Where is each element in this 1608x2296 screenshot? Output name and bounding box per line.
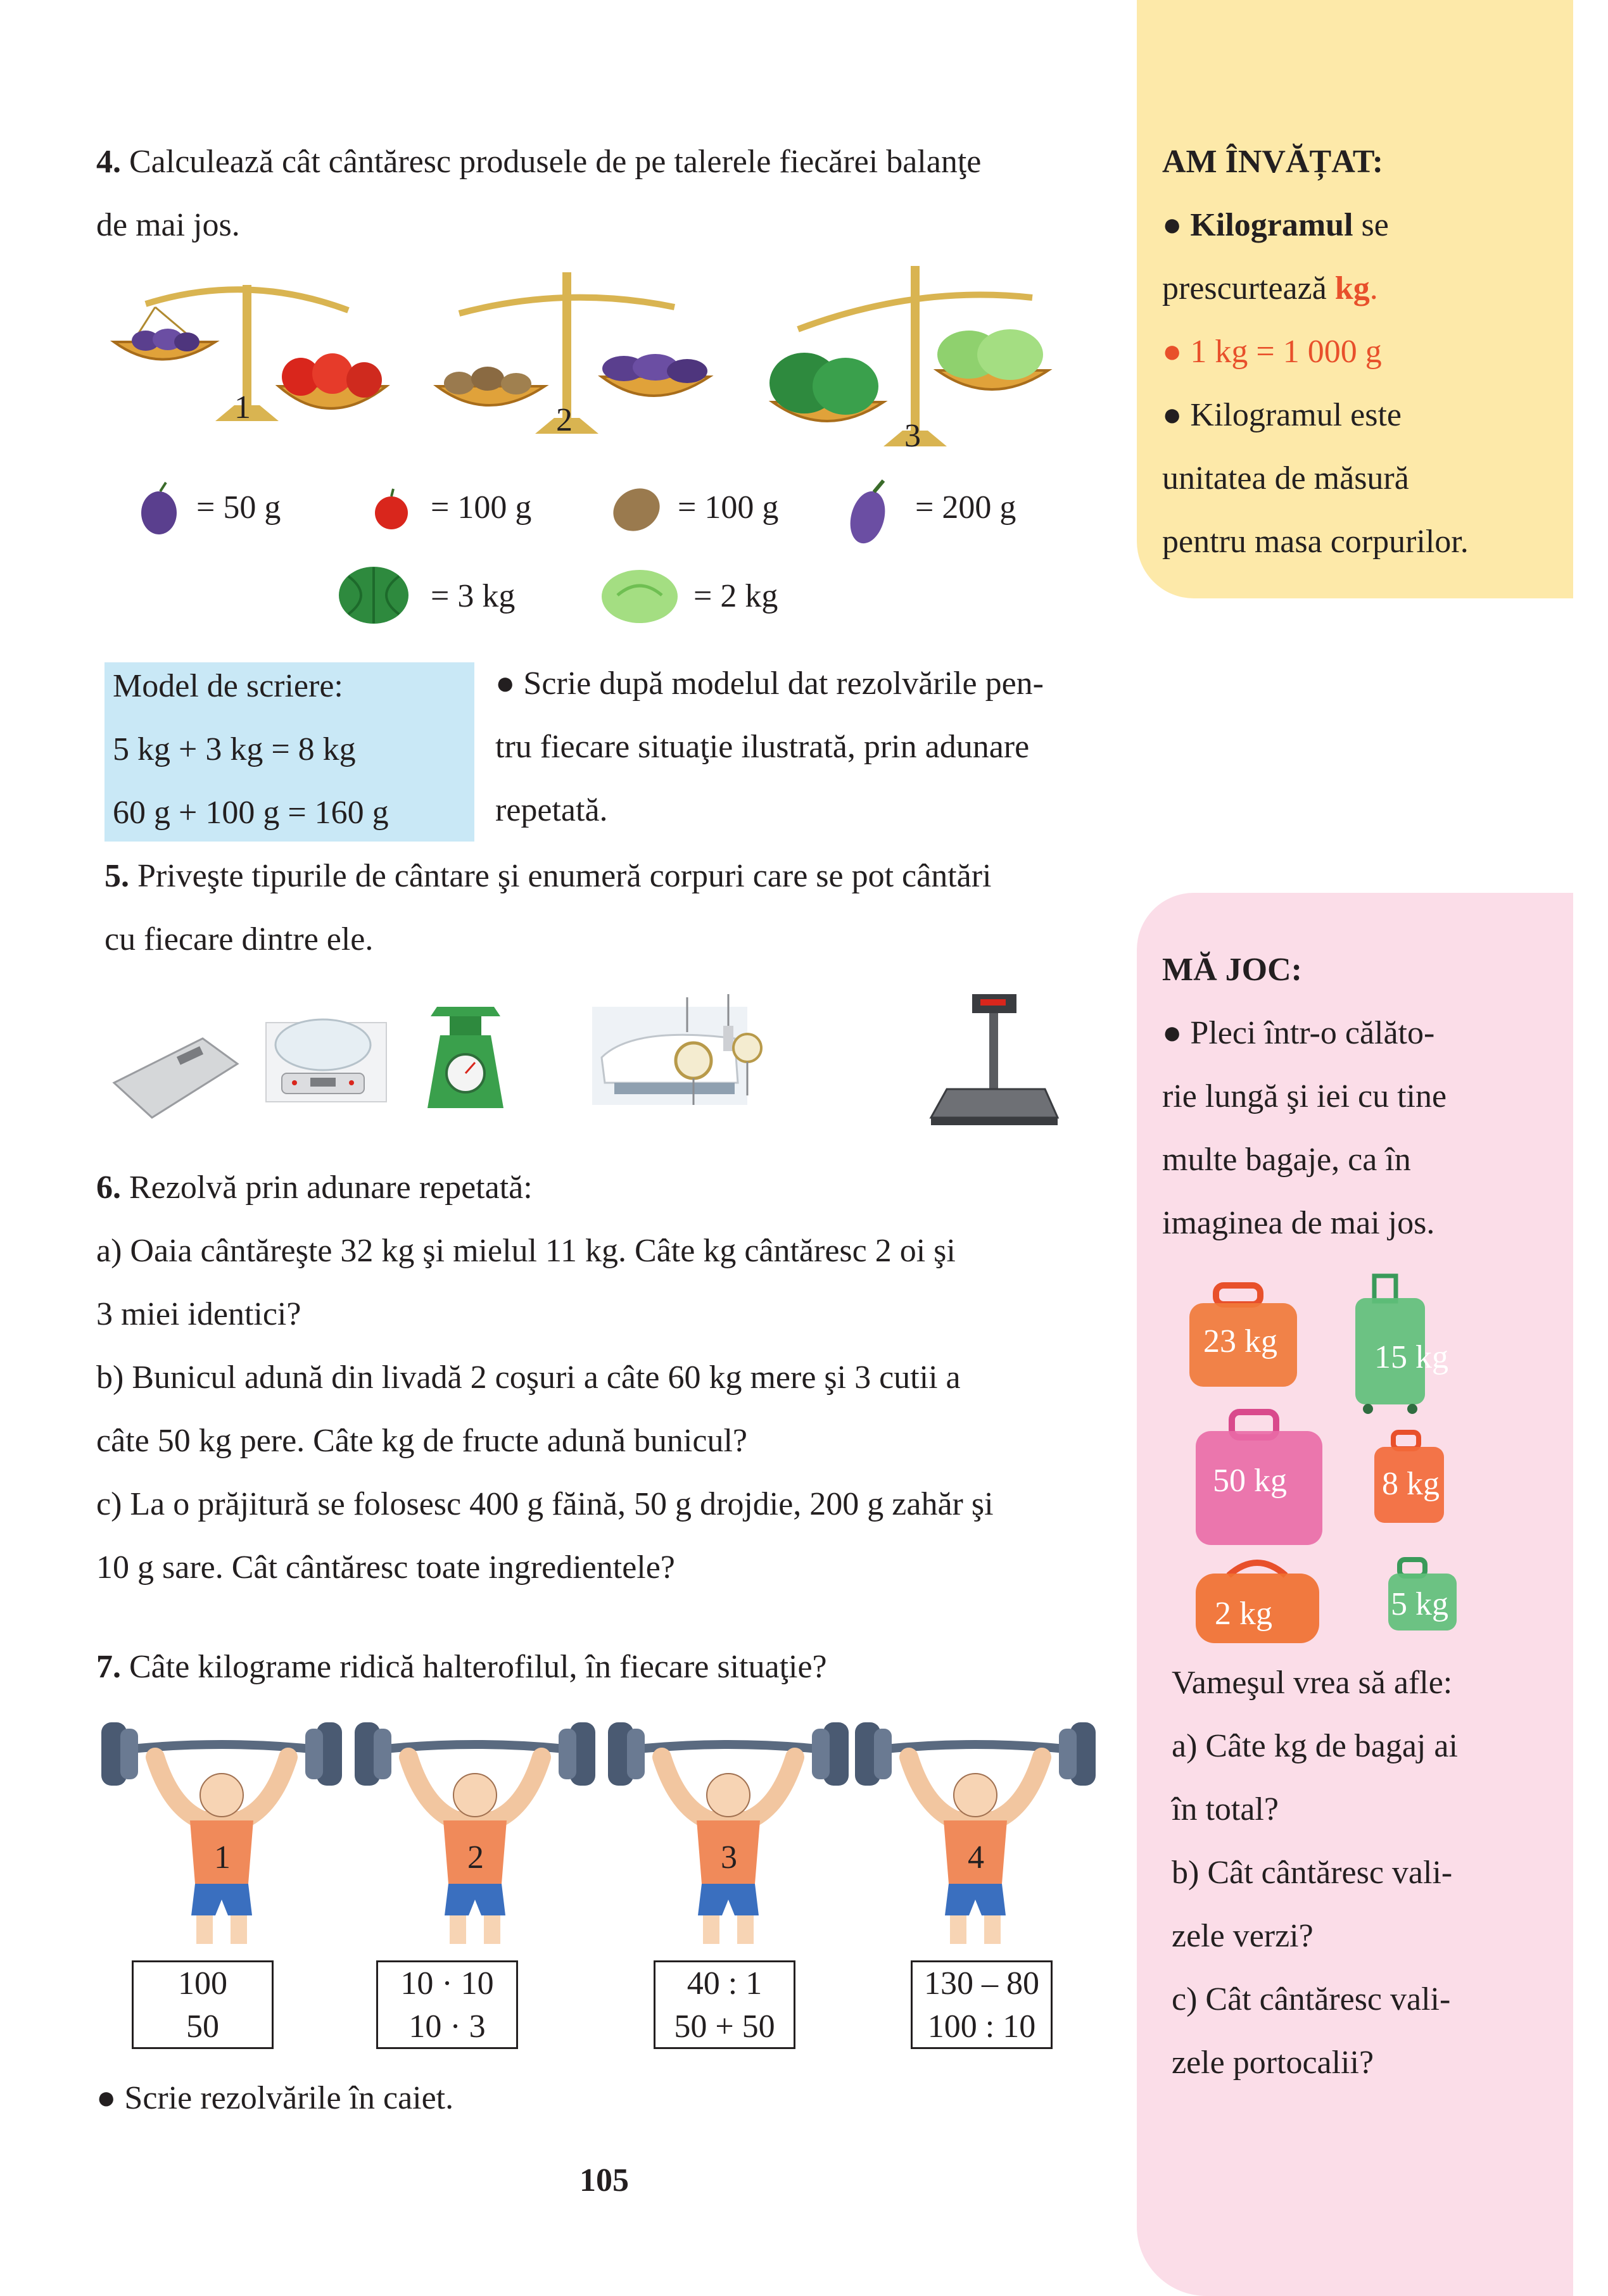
baby-scale	[592, 1007, 747, 1105]
lifter-label-2: 2	[467, 1839, 484, 1876]
model-line-1: 5 kg + 3 kg = 8 kg	[113, 731, 356, 767]
page-number: 105	[579, 2162, 629, 2198]
learned-line-4: ● Kilogramul este	[1162, 397, 1402, 433]
legend-watermelon: = 3 kg	[431, 578, 516, 614]
ex6-title: 6. Rezolvă prin adunare repetată:	[96, 1170, 533, 1206]
ex7-title: 7. Câte kilograme ridică halterofilul, în fiecare situaţie?	[96, 1649, 827, 1685]
play-question-b-1: b) Cât cântăresc vali-	[1172, 1855, 1453, 1891]
model-title: Model de scriere:	[113, 668, 343, 704]
plum-icon	[138, 481, 182, 538]
scales-illustration	[108, 988, 1083, 1133]
suitcase-8kg	[1374, 1432, 1444, 1523]
suitcase-2kg	[1196, 1563, 1319, 1643]
play-question-b-2: zele verzi?	[1172, 1918, 1314, 1954]
weightlifter-4	[855, 1722, 1096, 1944]
balance-label-3: 3	[904, 418, 921, 454]
learned-line-2: prescurtează kg.	[1162, 270, 1378, 306]
lifter-label-1: 1	[214, 1839, 231, 1876]
balance-3	[769, 266, 1048, 454]
learned-line-6: pentru masa corpurilor.	[1162, 524, 1469, 560]
play-line-1: ● Pleci într-o călăto-	[1162, 1015, 1435, 1051]
suitcase-50kg	[1196, 1412, 1322, 1545]
ex6-c-line-1: c) La o prăjitură se folosesc 400 g făină, 50 g drojdie, 200 g zahăr şi	[96, 1486, 994, 1522]
legend-potato: = 100 g	[678, 489, 779, 526]
eggplant-icon	[845, 478, 896, 548]
answer-box-2	[376, 1960, 518, 2049]
learned-title: AM ÎNVĂȚAT:	[1162, 144, 1384, 180]
answer-box-1-bottom: 50	[186, 2009, 219, 2045]
bag-label-2kg: 2 kg	[1215, 1596, 1272, 1632]
legend-eggplant: = 200 g	[915, 489, 1016, 526]
suitcase-15kg	[1355, 1276, 1448, 1414]
play-line-3: multe bagaje, ca în	[1162, 1142, 1411, 1178]
suitcase-23kg	[1189, 1285, 1297, 1387]
play-question-a-2: în total?	[1172, 1791, 1279, 1827]
potato-icon	[608, 481, 665, 538]
balances-illustration	[108, 260, 1134, 462]
legend-lettuce: = 2 kg	[693, 578, 778, 614]
instruction-line-2: tru fiecare situaţie ilustrată, prin adunare	[495, 729, 1030, 765]
answer-box-2-bottom: 10 · 3	[408, 2009, 486, 2045]
luggage-illustration	[1184, 1273, 1488, 1653]
answer-box-1-top: 100	[178, 1965, 227, 2002]
legend-apple: = 100 g	[431, 489, 532, 526]
ex6-c-line-2: 10 g sare. Cât cântăresc toate ingredientele?	[96, 1549, 675, 1586]
bathroom-scale	[114, 1038, 237, 1118]
answer-box-3	[654, 1960, 795, 2049]
weightlifters-illustration	[101, 1713, 1102, 1953]
answer-box-1	[132, 1960, 274, 2049]
apple-icon	[372, 488, 410, 532]
play-line-2: rie lungă şi iei cu tine	[1162, 1078, 1447, 1114]
ex6-a-line-1: a) Oaia cântăreşte 32 kg şi mielul 11 kg. Câte kg cântăresc 2 oi şi	[96, 1233, 956, 1269]
answer-box-4	[911, 1960, 1053, 2049]
suitcase-5kg	[1388, 1560, 1457, 1631]
play-title: MĂ JOC:	[1162, 952, 1302, 988]
weightlifter-3	[608, 1722, 849, 1944]
platform-scale	[931, 994, 1058, 1125]
play-question-c-2: zele portocalii?	[1172, 2045, 1374, 2081]
lifter-label-4: 4	[968, 1839, 984, 1876]
instruction-line-3: repetată.	[495, 792, 608, 828]
answer-box-3-bottom: 50 + 50	[674, 2009, 775, 2045]
learned-line-1: ● Kilogramul se	[1162, 207, 1389, 243]
ex7-note: ● Scrie rezolvările în caiet.	[96, 2080, 454, 2116]
bag-label-5kg: 5 kg	[1391, 1586, 1448, 1622]
play-line-4: imaginea de mai jos.	[1162, 1205, 1435, 1241]
lifter-label-3: 3	[721, 1839, 737, 1876]
bag-label-15kg: 15 kg	[1374, 1339, 1448, 1375]
weightlifter-1	[101, 1722, 342, 1944]
bag-label-23kg: 23 kg	[1203, 1323, 1277, 1359]
watermelon-icon	[336, 564, 412, 627]
ex4-line-2: de mai jos.	[96, 207, 240, 243]
learned-line-5: unitatea de măsură	[1162, 460, 1409, 496]
model-line-2: 60 g + 100 g = 160 g	[113, 795, 389, 831]
ex6-b-line-2: câte 50 kg pere. Câte kg de fructe adună bunicul?	[96, 1423, 747, 1459]
answer-box-3-top: 40 : 1	[687, 1965, 763, 2002]
balance-2	[437, 272, 709, 438]
instruction-line-1: ● Scrie după modelul dat rezolvările pen-	[495, 665, 1044, 702]
ex5-line-2: cu fiecare dintre ele.	[104, 921, 374, 957]
learned-line-3: ● 1 kg = 1 000 g	[1162, 334, 1382, 370]
ex6-b-line-1: b) Bunicul adună din livadă 2 coşuri a câte 60 kg mere şi 3 cutii a	[96, 1359, 961, 1396]
balance-label-1: 1	[234, 389, 251, 426]
lettuce-icon	[598, 564, 681, 627]
play-question-a-1: a) Câte kg de bagaj ai	[1172, 1728, 1458, 1764]
weightlifter-2	[355, 1722, 595, 1944]
play-question-intro: Vameşul vrea să afle:	[1172, 1665, 1453, 1701]
balance-label-2: 2	[556, 402, 573, 438]
answer-box-2-top: 10 · 10	[400, 1965, 494, 2002]
answer-box-4-bottom: 100 : 10	[927, 2009, 1036, 2045]
green-dial-scale	[427, 1007, 503, 1108]
bag-label-8kg: 8 kg	[1382, 1466, 1440, 1502]
legend-plum: = 50 g	[196, 489, 281, 526]
balance-1	[114, 285, 386, 426]
bag-label-50kg: 50 kg	[1213, 1463, 1287, 1499]
ex4-line-1: 4. Calculează cât cântăresc produsele de pe talerele fiecărei balanţe	[96, 144, 982, 180]
ex6-a-line-2: 3 miei identici?	[96, 1296, 301, 1332]
kitchen-scale	[266, 1019, 386, 1102]
answer-box-4-top: 130 – 80	[924, 1965, 1039, 2002]
ex5-line-1: 5. Priveşte tipurile de cântare şi enumeră corpuri care se pot cântări	[104, 858, 992, 894]
play-question-c-1: c) Cât cântăresc vali-	[1172, 1981, 1451, 2017]
